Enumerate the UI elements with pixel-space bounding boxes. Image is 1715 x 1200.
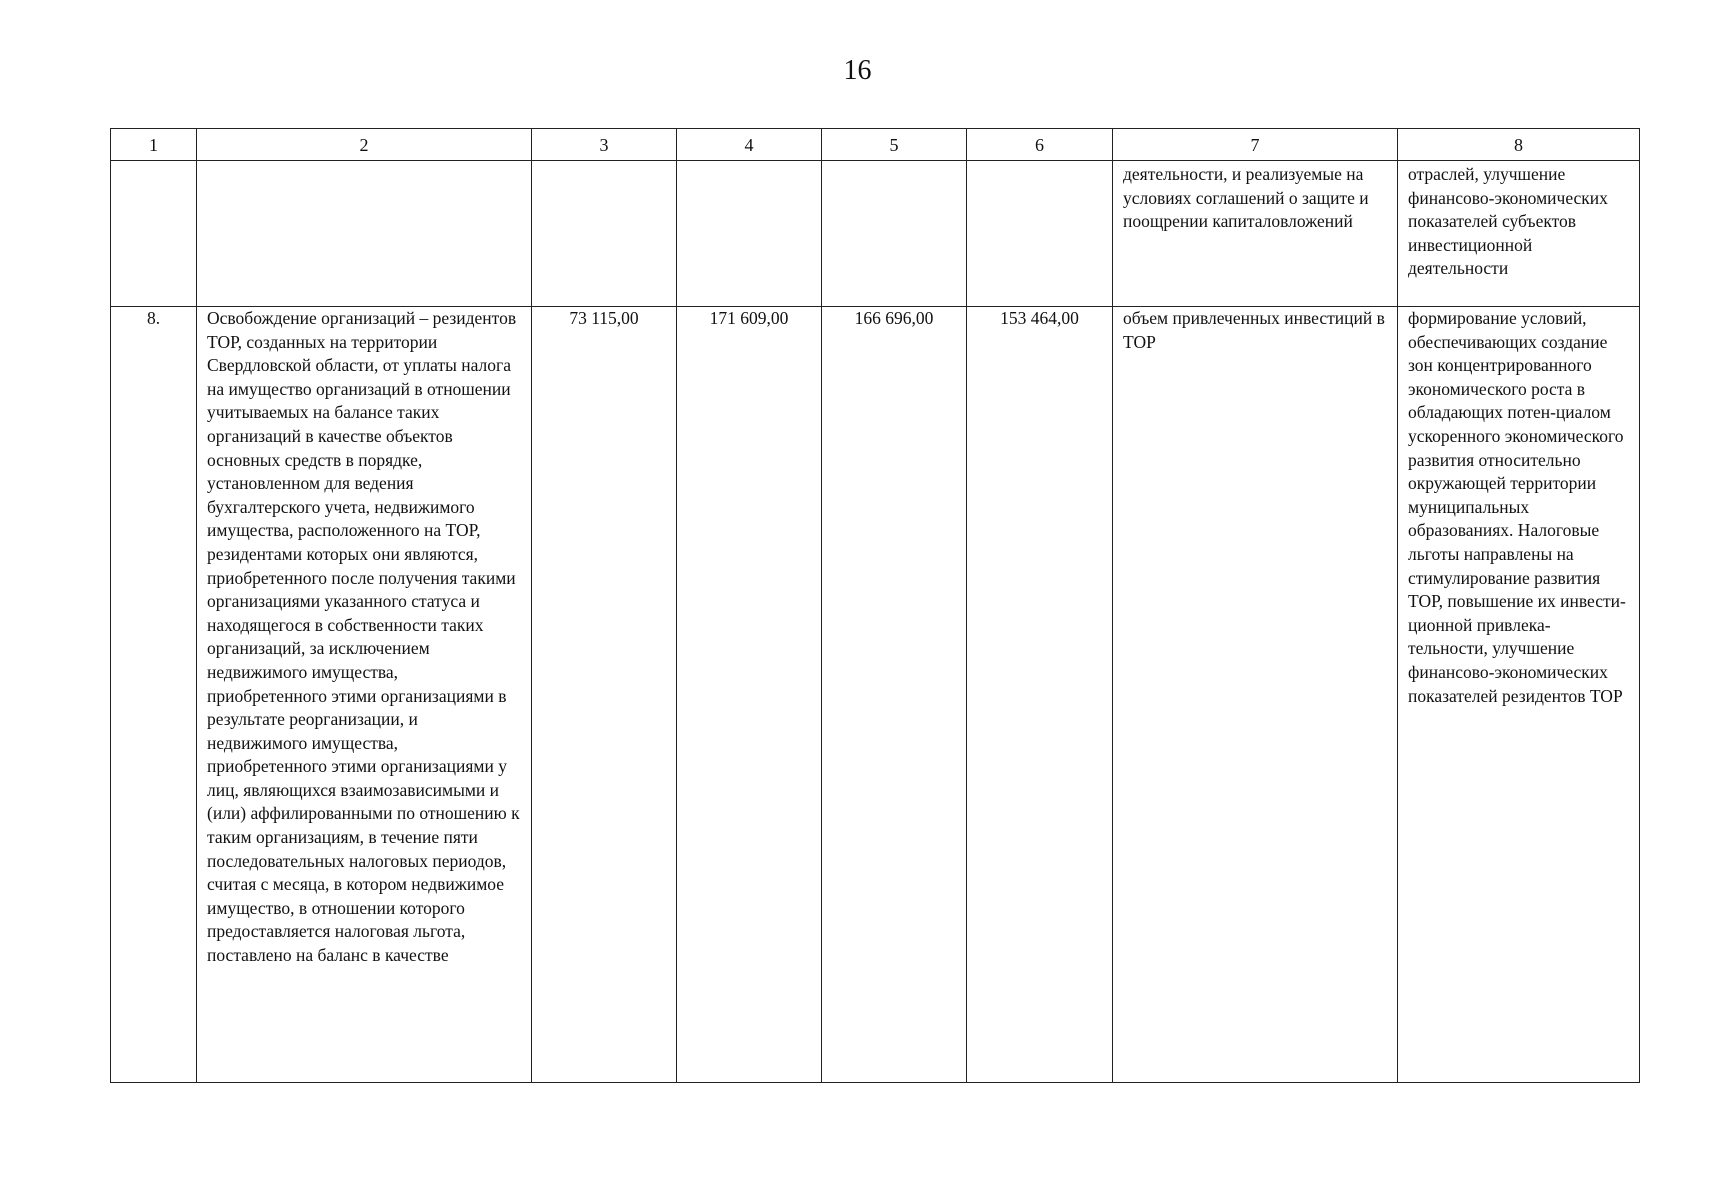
value-col-6: 153 464,00 [967, 307, 1113, 1083]
continuation-cell-1 [111, 161, 197, 307]
continuation-cell-2 [197, 161, 532, 307]
value-col-5: 166 696,00 [822, 307, 967, 1083]
continuation-cell-6 [967, 161, 1113, 307]
value-col-4: 171 609,00 [677, 307, 822, 1083]
continuation-cell-3 [532, 161, 677, 307]
column-header-2: 2 [197, 129, 532, 161]
column-header-8: 8 [1398, 129, 1640, 161]
row-number: 8. [111, 307, 197, 1083]
goal-cell: формирование условий, обеспечивающих создание зон концентрированного экономического роста в обладающих потен-циалом ускоренного экономического развития относительно окружающей территории муниципальных образованиях. Налоговые льготы направлены на стимулирование развития ТОР, повышение их инвести-ционной привлека-тельности, улучшение финансово-экономических показателей резидентов ТОР [1398, 307, 1640, 1083]
column-header-6: 6 [967, 129, 1113, 161]
column-header-7: 7 [1113, 129, 1398, 161]
continuation-cell-5 [822, 161, 967, 307]
indicator-cell: объем привлеченных инвестиций в ТОР [1113, 307, 1398, 1083]
continuation-goal-cell: отраслей, улучшение финансово-экономических показателей субъектов инвестиционной деятельности [1398, 161, 1640, 307]
column-number-header-row [111, 129, 1640, 161]
continuation-indicator-cell: деятельности, и реализуемые на условиях соглашений о защите и поощрении капиталовложений [1113, 161, 1398, 307]
column-header-1: 1 [111, 129, 197, 161]
table-row-8 [111, 307, 1640, 1083]
table-row-continuation [111, 161, 1640, 307]
benefit-description: Освобождение организаций – резидентов ТОР, созданных на территории Свердловской области, от уплаты налога на имущество организаций в отношении учитываемых на балансе таких организаций в качестве объектов основных средств в порядке, установленном для ведения бухгалтерского учета, недвижимого имущества, расположенного на ТОР, резидентами которых они являются, приобретенного после получения такими организациями указанного статуса и находящегося в собственности таких организаций, за исключением недвижимого имущества, приобретенного этими организациями в результате реорганизации, и недвижимого имущества, приобретенного этими организациями у лиц, являющихся взаимозависимыми и (или) аффилированными по отношению к таким организациям, в течение пяти последовательных налоговых периодов, считая с месяца, в котором недвижимое имущество, в отношении которого предоставляется налоговая льгота, поставлено на баланс в качестве [197, 307, 532, 1083]
column-header-5: 5 [822, 129, 967, 161]
tax-benefits-table [110, 128, 1640, 1083]
column-header-4: 4 [677, 129, 822, 161]
continuation-cell-4 [677, 161, 822, 307]
page-number: 16 [843, 55, 872, 86]
column-header-3: 3 [532, 129, 677, 161]
value-col-3: 73 115,00 [532, 307, 677, 1083]
